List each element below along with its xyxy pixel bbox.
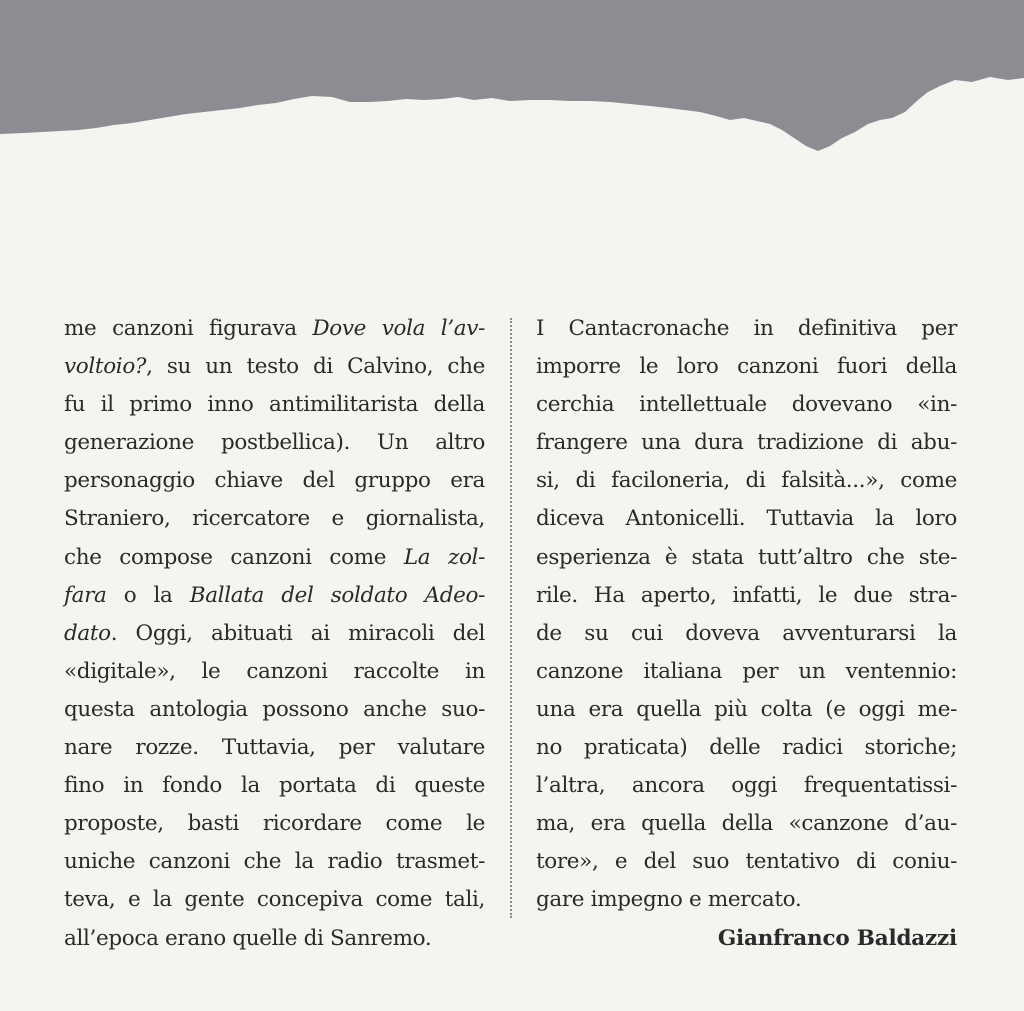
text-line: proposte, basti ricordare come le <box>64 811 485 837</box>
text-line: esperienza è stata tutt’altro che ste- <box>536 544 957 570</box>
text-line: Straniero, ricercatore e giornalista, <box>64 506 485 532</box>
text-line: I Cantacronache in definitiva per <box>536 316 957 341</box>
text-line: una era quella più colta (e oggi me- <box>536 696 957 722</box>
text-line: questa antologia possono anche suo- <box>64 696 485 722</box>
text-line: voltoio?, su un testo di Calvino, che <box>64 354 485 380</box>
torn-gray-strip <box>0 0 1024 151</box>
text-line: fino in fondo la portata di queste <box>64 773 485 799</box>
text-line: che compose canzoni come La zol- <box>64 544 485 570</box>
text-line: «digitale», le canzoni raccolte in <box>64 658 485 684</box>
author-signature: Gianfranco Baldazzi <box>717 925 957 951</box>
text-line: tore», e del suo tentativo di coniu- <box>536 849 957 875</box>
torn-paper-banner <box>0 0 1024 160</box>
text-line: diceva Antonicelli. Tuttavia la loro <box>536 506 957 532</box>
text-line: ma, era quella della «canzone d’au- <box>536 811 957 837</box>
text-line: personaggio chiave del gruppo era <box>64 468 485 494</box>
text-line: gare impegno e mercato. <box>536 887 802 913</box>
text-line: de su cui doveva avventurarsi la <box>536 620 957 646</box>
left-column <box>64 310 485 958</box>
right-column <box>536 310 957 958</box>
text-line: fu il primo inno antimilitarista della <box>64 392 485 418</box>
text-line: all’epoca erano quelle di Sanremo. <box>64 925 432 951</box>
text-line: no praticata) delle radici storiche; <box>536 735 957 761</box>
text-line: teva, e la gente concepiva come tali, <box>64 887 485 913</box>
text-line: imporre le loro canzoni fuori della <box>536 354 957 380</box>
text-line: me canzoni figurava Dove vola l’av- <box>64 316 485 341</box>
text-line: dato. Oggi, abituati ai miracoli del <box>64 620 485 646</box>
text-line: cerchia intellettuale dovevano «in- <box>536 392 957 418</box>
text-line: si, di faciloneria, di falsità...», come <box>536 468 957 494</box>
dotted-column-divider <box>510 318 512 918</box>
text-line: generazione postbellica). Un altro <box>64 430 485 456</box>
text-line: l’altra, ancora oggi frequentatissi- <box>536 773 957 799</box>
text-line: uniche canzoni che la radio trasmet- <box>64 849 485 875</box>
text-line: nare rozze. Tuttavia, per valutare <box>64 735 485 761</box>
text-line: canzone italiana per un ventennio: <box>536 658 957 684</box>
text-line: fara o la Ballata del soldato Adeo- <box>64 582 485 608</box>
text-line: frangere una dura tradizione di abu- <box>536 430 957 456</box>
text-line: rile. Ha aperto, infatti, le due stra- <box>536 582 957 608</box>
